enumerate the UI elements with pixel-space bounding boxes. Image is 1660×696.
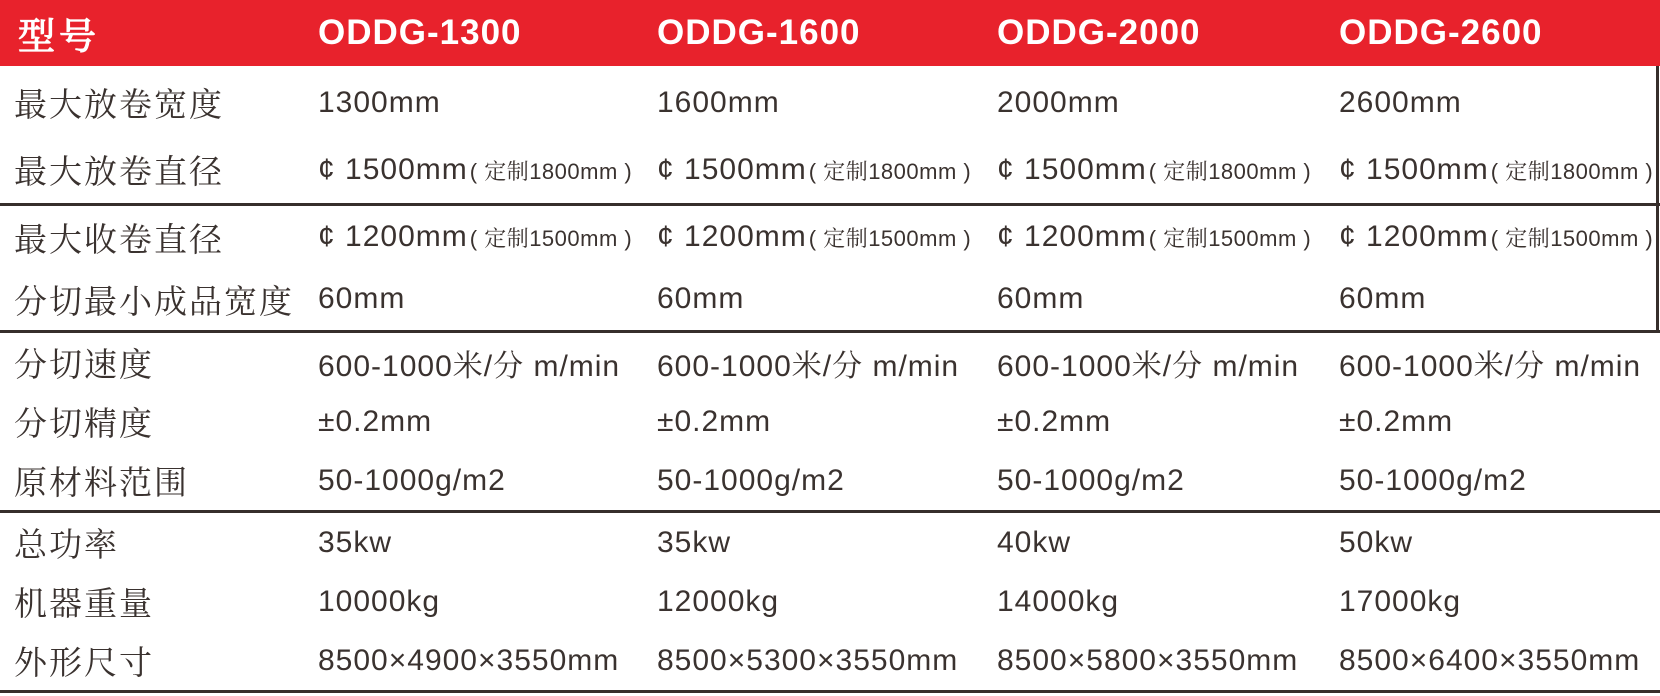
row-label: 总功率 <box>14 526 119 563</box>
value-main: 60mm <box>657 282 745 315</box>
spec-value <box>657 464 997 498</box>
value-main: 600-1000米/分 m/min <box>997 349 1300 383</box>
value-main: ±0.2mm <box>657 404 772 438</box>
value-main: 600-1000米/分 m/min <box>657 349 960 383</box>
spec-value <box>318 220 657 254</box>
value-main: 1600mm <box>657 85 780 119</box>
row-label: 最大放卷宽度 <box>14 86 224 123</box>
spec-value <box>318 464 657 498</box>
row-label: 分切速度 <box>14 346 154 383</box>
value-note: ( 定制1800mm ) <box>469 158 633 184</box>
value-main: 35kw <box>318 525 393 559</box>
spec-value <box>997 405 1339 439</box>
value-main: 8500×5800×3550mm <box>997 643 1299 677</box>
spec-value <box>1339 153 1660 187</box>
spec-value <box>657 220 997 254</box>
spec-value <box>1339 585 1660 619</box>
spec-value <box>997 282 1339 316</box>
row-label: 最大收卷直径 <box>14 220 224 258</box>
value-main: 35kw <box>657 525 732 559</box>
value-main: 10000kg <box>318 584 441 618</box>
value-main: 17000kg <box>1339 584 1462 618</box>
spec-value <box>997 153 1339 187</box>
value-note: ( 定制1500mm ) <box>1148 226 1312 251</box>
table-row <box>0 451 1660 510</box>
spec-value <box>997 86 1339 120</box>
column-header-model-1: ODDG-1300 <box>318 13 522 52</box>
value-main: 14000kg <box>997 584 1120 618</box>
value-main: ¢ 1500mm <box>1339 152 1489 186</box>
value-note: ( 定制1500mm ) <box>469 226 633 251</box>
value-main: 600-1000米/分 m/min <box>318 349 621 383</box>
value-main: 2000mm <box>997 85 1120 119</box>
spec-value <box>997 220 1339 254</box>
spec-value <box>1339 405 1660 439</box>
spec-value <box>997 644 1339 678</box>
header-model-label: 型号 <box>18 16 100 57</box>
value-main: ¢ 1500mm <box>997 152 1147 186</box>
spec-group-machine <box>0 513 1660 693</box>
value-main: ±0.2mm <box>1339 404 1454 438</box>
value-note <box>441 92 443 117</box>
spec-value <box>1339 86 1660 120</box>
value-main: 2600mm <box>1339 85 1462 119</box>
value-note: ( 定制1500mm ) <box>808 226 972 251</box>
spec-value <box>997 526 1339 560</box>
column-header-model-2: ODDG-1600 <box>657 13 861 52</box>
value-main: 8500×5300×3550mm <box>657 643 959 677</box>
row-label: 分切精度 <box>14 405 154 442</box>
spec-value <box>1339 526 1660 560</box>
value-main: ¢ 1200mm <box>318 220 468 253</box>
value-main: 12000kg <box>657 584 780 618</box>
table-row <box>0 513 1660 572</box>
table-row <box>0 392 1660 451</box>
spec-value <box>1339 341 1660 385</box>
value-main: ¢ 1200mm <box>657 220 807 253</box>
value-main: ¢ 1500mm <box>657 152 807 186</box>
table-row <box>0 69 1660 136</box>
spec-value <box>318 585 657 619</box>
spec-value <box>657 405 997 439</box>
table-row <box>0 136 1660 203</box>
spec-value <box>1339 282 1660 316</box>
value-note <box>780 92 782 117</box>
table-row <box>0 572 1660 631</box>
spec-group-unwinding <box>0 66 1660 206</box>
spec-value <box>657 644 997 678</box>
spec-value <box>657 585 997 619</box>
column-header-model-3: ODDG-2000 <box>997 13 1201 52</box>
value-note: ( 定制1800mm ) <box>1490 158 1654 184</box>
column-header-model-4: ODDG-2600 <box>1339 13 1543 52</box>
table-right-border <box>1656 66 1659 332</box>
value-note: ( 定制1500mm ) <box>1490 226 1654 251</box>
spec-group-rewinding <box>0 206 1660 333</box>
table-row <box>0 333 1660 392</box>
table-row <box>0 206 1660 268</box>
spec-value <box>997 341 1339 385</box>
spec-value <box>318 153 657 187</box>
table-header-row <box>0 0 1660 66</box>
table-row <box>0 631 1660 690</box>
value-main: ±0.2mm <box>997 404 1112 438</box>
value-note: ( 定制1800mm ) <box>1148 158 1312 184</box>
row-label: 外形尺寸 <box>14 644 154 681</box>
spec-value <box>997 464 1339 498</box>
value-main: 50kw <box>1339 525 1414 559</box>
spec-value <box>1339 220 1660 254</box>
value-main: ¢ 1500mm <box>318 152 468 186</box>
spec-value <box>997 585 1339 619</box>
value-main: 40kw <box>997 525 1072 559</box>
row-label: 机器重量 <box>14 585 154 622</box>
value-main: 50-1000g/m2 <box>1339 463 1527 497</box>
value-main: ±0.2mm <box>318 404 433 438</box>
spec-group-slitting <box>0 333 1660 513</box>
spec-value <box>318 644 657 678</box>
spec-value <box>657 526 997 560</box>
value-note <box>1462 92 1464 117</box>
value-main: 50-1000g/m2 <box>318 463 506 497</box>
value-main: 60mm <box>1339 282 1427 315</box>
spec-value <box>318 405 657 439</box>
value-main: 600-1000米/分 m/min <box>1339 349 1642 383</box>
value-note <box>1120 92 1122 117</box>
value-note: ( 定制1800mm ) <box>808 158 972 184</box>
value-main: 60mm <box>997 282 1085 315</box>
spec-value <box>318 341 657 385</box>
row-label: 最大放卷直径 <box>14 153 224 190</box>
value-main: ¢ 1200mm <box>1339 220 1489 253</box>
spec-value <box>1339 644 1660 678</box>
spec-value <box>657 282 997 316</box>
row-label: 分切最小成品宽度 <box>14 282 294 320</box>
value-main: ¢ 1200mm <box>997 220 1147 253</box>
table-row <box>0 268 1660 330</box>
spec-value <box>318 526 657 560</box>
row-label: 原材料范围 <box>14 464 189 501</box>
spec-value <box>318 282 657 316</box>
value-main: 50-1000g/m2 <box>657 463 845 497</box>
value-main: 1300mm <box>318 85 441 119</box>
value-main: 8500×6400×3550mm <box>1339 643 1641 677</box>
spec-value <box>318 86 657 120</box>
spec-value <box>657 341 997 385</box>
spec-value <box>657 153 997 187</box>
value-main: 8500×4900×3550mm <box>318 643 620 677</box>
value-main: 50-1000g/m2 <box>997 463 1185 497</box>
spec-value <box>657 86 997 120</box>
spec-value <box>1339 464 1660 498</box>
value-main: 60mm <box>318 282 406 315</box>
